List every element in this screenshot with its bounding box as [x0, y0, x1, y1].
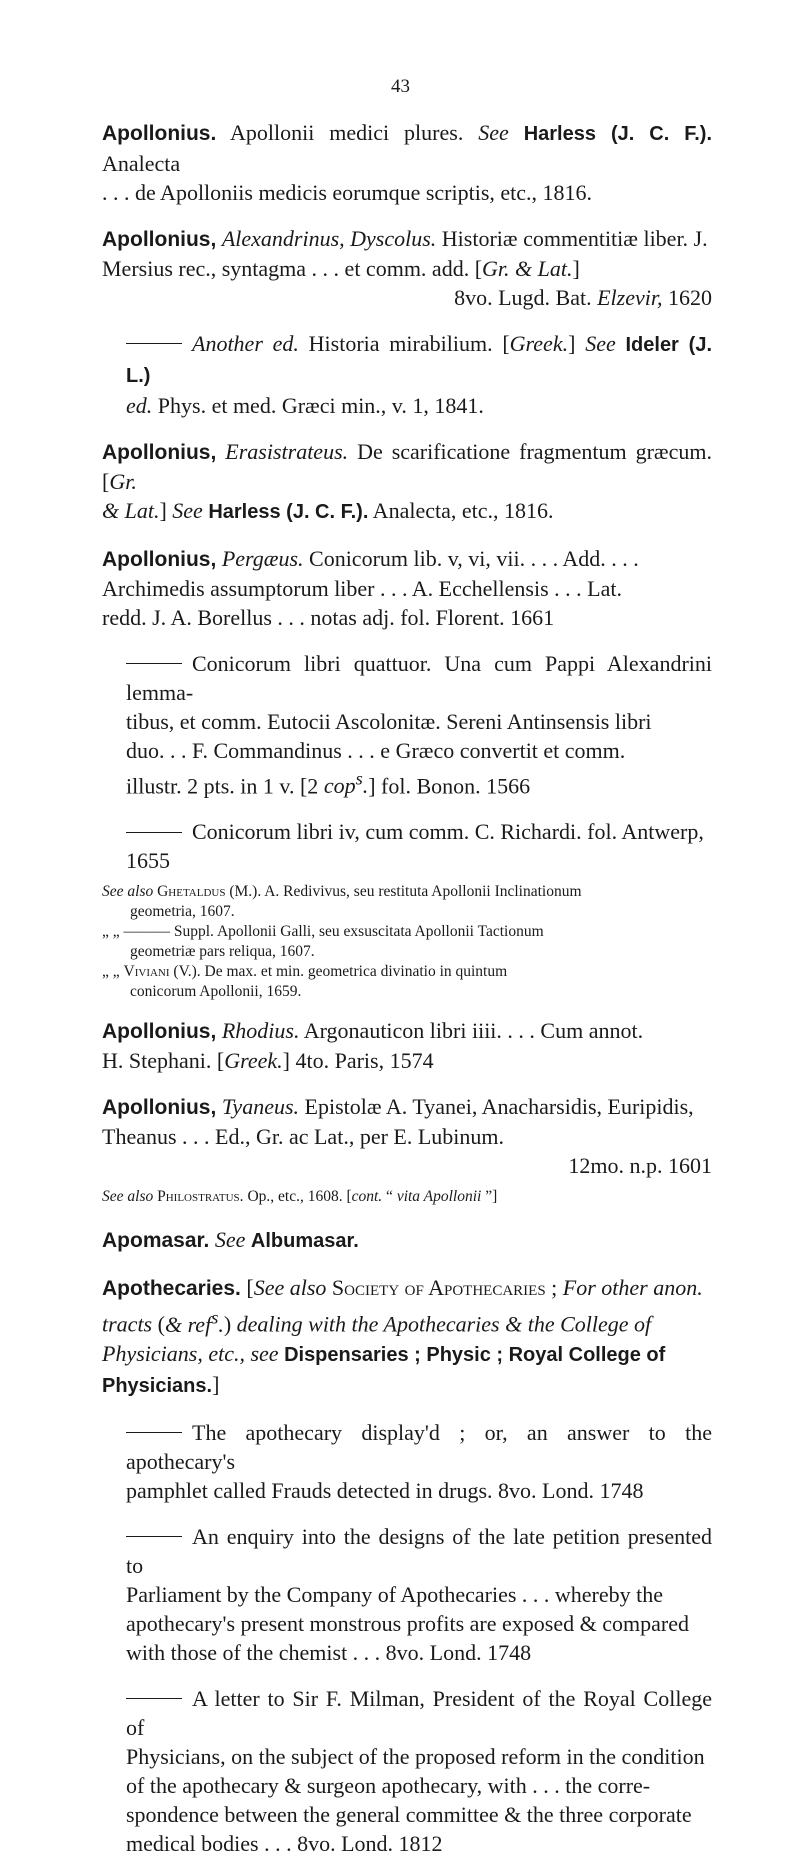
entry-line: An enquiry into the designs of the late petition presented to — [126, 1523, 712, 1578]
repeat-dash — [126, 1432, 182, 1433]
entry-line: spondence between the general committee & the three corporate — [126, 1801, 692, 1827]
entry-line: Apollonius. Apollonii medici plures. See Harless (J. C. F.). Analecta — [102, 120, 713, 176]
entry-line: See also Ghetaldus (M.). A. Redivivus, seu restituta Apollonii Inclinationum — [102, 883, 582, 901]
entry-line: . . . de Apolloniis medicis eorumque scriptis, etc., 1816. — [102, 180, 593, 205]
repeat-dash — [126, 343, 182, 344]
entry-line: ed. Phys. et med. Græci min., v. 1, 1841. — [126, 393, 484, 418]
entry-line: redd. J. A. Borellus . . . notas adj. fol. Florent. 1661 — [102, 605, 555, 630]
page-number: 43 — [391, 76, 410, 97]
entry-line: Conicorum libri quattuor. Una cum Pappi Alexandrini lemma- — [126, 651, 712, 705]
entry-line: Theanus . . . Ed., Gr. ac Lat., per E. Lubinum. — [102, 1124, 505, 1150]
entry-line: Apollonius, Erasistrateus. De scarificatione fragmentum græcum. [Gr. — [102, 439, 712, 494]
catalogue-entry — [102, 1522, 712, 1667]
entry-line: Another ed. Historia mirabilium. [Greek.] See Ideler (J. L.) — [126, 331, 712, 387]
catalogue-entry — [102, 817, 712, 875]
entry-line: geometriæ pars reliqua, 1607. — [130, 943, 315, 961]
cross-reference-note — [102, 882, 712, 1002]
catalogue-entry — [102, 329, 712, 420]
catalogue-entry — [102, 1016, 712, 1075]
catalogue-entry — [102, 1418, 712, 1505]
entry-line: Apollonius, Tyaneus. Epistolæ A. Tyanei, Anacharsidis, Euripidis, — [102, 1094, 694, 1120]
repeat-dash — [126, 663, 182, 664]
catalogue-entry — [102, 1684, 712, 1858]
entry-line: Parliament by the Company of Apothecaries . . . whereby the — [126, 1581, 664, 1607]
catalogue-entry — [102, 649, 712, 800]
entry-line: Apollonius, Alexandrinus, Dyscolus. Historiæ commentitiæ liber. J. — [102, 226, 708, 251]
entry-line: Apollonius, Pergæus. Conicorum lib. v, vi, vii. . . . Add. . . . — [102, 546, 639, 571]
entry-line: illustr. 2 pts. in 1 v. [2 cop$^s$.] fol. Bonon. 1566 — [126, 769, 531, 799]
entry-line: conicorum Apollonii, 1659. — [130, 983, 302, 1001]
entry-line: 12mo. n.p. 1601 — [568, 1153, 712, 1179]
catalogue-entry — [102, 1273, 712, 1400]
repeat-dash — [126, 1698, 182, 1699]
entry-line: H. Stephani. [Greek.] 4to. Paris, 1574 — [102, 1048, 434, 1074]
entry-line: The apothecary display'd ; or, an answer to the apothecary's — [126, 1419, 712, 1474]
entry-line: Apollonius, Rhodius. Argonauticon libri iiii. . . . Cum annot. — [102, 1018, 644, 1044]
cross-reference-note — [102, 1187, 712, 1207]
entry-line: Apomasar. See Albumasar. — [102, 1227, 359, 1253]
entry-line: „ „ ——— Suppl. Apollonii Galli, seu exsuscitata Apollonii Tactionum — [102, 923, 544, 941]
catalogue-entry — [102, 1225, 712, 1256]
repeat-dash — [126, 1536, 182, 1537]
entry-line: medical bodies . . . 8vo. Lond. 1812 — [126, 1830, 443, 1856]
entry-line: „ „ Viviani (V.). De max. et min. geometrica divinatio in quintum — [102, 963, 508, 981]
entry-line: Mersius rec., syntagma . . . et comm. add. [Gr. & Lat.] — [102, 256, 580, 281]
entry-line: pamphlet called Frauds detected in drugs. 8vo. Lond. 1748 — [126, 1477, 644, 1503]
entry-line: of the apothecary & surgeon apothecary, with . . . the corre- — [126, 1772, 651, 1798]
entry-line: tracts (& ref$^s$.) dealing with the Apothecaries & the College of — [102, 1307, 652, 1337]
entry-line: 8vo. Lugd. Bat. Elzevir, 1620 — [454, 285, 712, 310]
catalogue-entry — [102, 118, 712, 207]
entry-line: geometria, 1607. — [130, 903, 235, 921]
repeat-dash — [126, 832, 182, 833]
catalogue-entries — [102, 118, 712, 1875]
entry-line: Physicians, on the subject of the proposed reform in the condition — [126, 1743, 705, 1769]
entry-line: Archimedis assumptorum liber . . . A. Ecchellensis . . . Lat. — [102, 576, 622, 601]
entry-line: tibus, et comm. Eutocii Ascolonitæ. Sereni Antinsensis libri — [126, 709, 652, 734]
entry-line: See also Philostratus. Op., etc., 1608. [cont. “ vita Apollonii ”] — [102, 1188, 498, 1206]
entry-line: Physicians, etc., see Dispensaries ; Physic ; Royal College of — [102, 1340, 666, 1366]
entry-line: Physicians.] — [102, 1371, 220, 1397]
entry-line: duo. . . F. Commandinus . . . e Græco convertit et comm. — [126, 738, 626, 763]
catalogue-entry — [102, 1092, 712, 1180]
entry-line: & Lat.] See Harless (J. C. F.). Analecta, etc., 1816. — [102, 498, 554, 523]
entry-line: Conicorum libri iv, cum comm. C. Richardi. fol. Antwerp, 1655 — [126, 819, 704, 874]
entry-line: apothecary's present monstrous profits are exposed & compared — [126, 1610, 689, 1636]
catalogue-entry — [102, 224, 712, 312]
catalogue-entry — [102, 544, 712, 632]
entry-line: A letter to Sir F. Milman, President of the Royal College of — [126, 1685, 712, 1740]
entry-line: with those of the chemist . . . 8vo. Lond. 1748 — [126, 1639, 532, 1665]
catalogue-entry — [102, 437, 712, 527]
entry-line: Apothecaries. [See also Society of Apothecaries ; For other anon. — [102, 1275, 703, 1301]
